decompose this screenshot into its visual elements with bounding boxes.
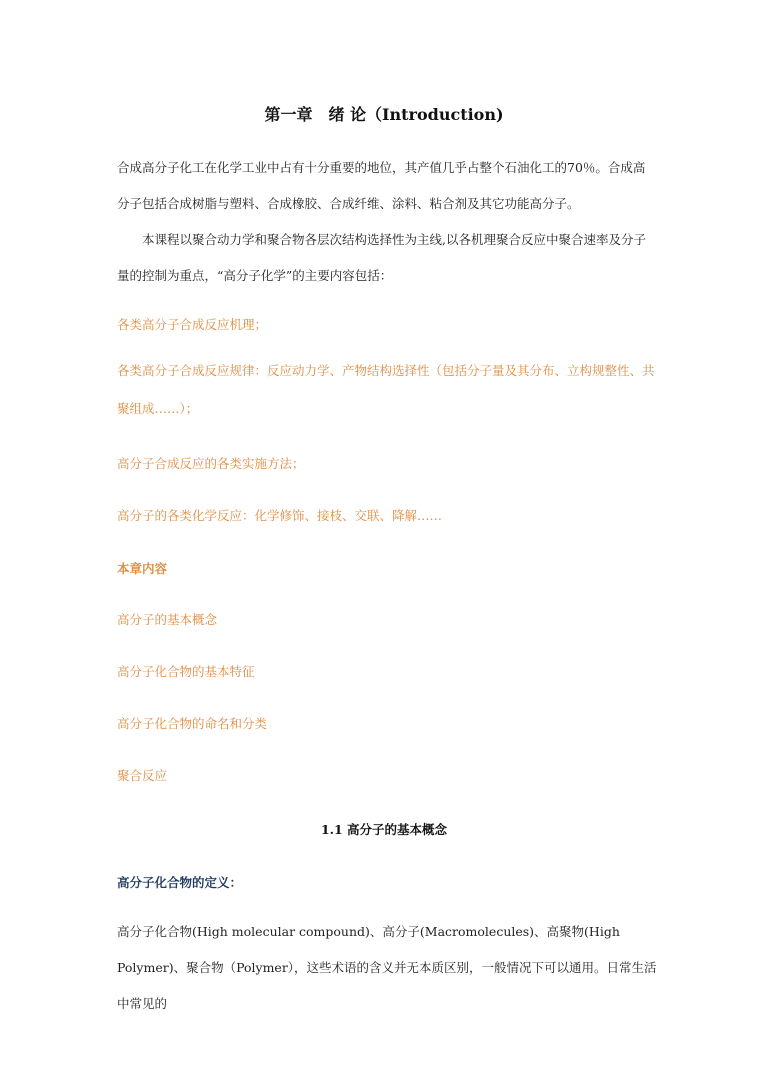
- chapter-title: 第一章 绪 论（Introduction): [264, 105, 504, 124]
- content-item-3: 高分子合成反应的各类实施方法；: [117, 456, 305, 471]
- chapter-contents-item-4: 聚合反应: [117, 768, 168, 783]
- intro-paragraph-2: 本课程以聚合动力学和聚合物各层次结构选择性为主线,以各机理聚合反应中聚合速率及分子量的控制为重点，“高分子化学”的主要内容包括：: [117, 232, 646, 283]
- definition-paragraph: 高分子化合物(High molecular compound)、高分子(Macromolecules)、高聚物(High Polymer)、聚合物（Polymer），这些术语的含义并无本质区别，一般情况下可以通用。日常生活中常见的: [117, 924, 657, 1011]
- chapter-contents-heading: 本章内容: [117, 561, 168, 576]
- chapter-contents-item-3: 高分子化合物的命名和分类: [117, 716, 268, 731]
- chapter-contents-item-2: 高分子化合物的基本特征: [117, 664, 255, 679]
- content-item-2: 各类高分子合成反应规律：反应动力学、产物结构选择性（包括分子量及其分布、立构规整性、共聚组成……）；: [117, 363, 655, 416]
- section-title: 1.1 高分子的基本概念: [320, 822, 448, 837]
- content-item-1: 各类高分子合成反应机理；: [117, 317, 268, 332]
- chapter-contents-item-1: 高分子的基本概念: [117, 612, 218, 627]
- intro-paragraph-1: 合成高分子化工在化学工业中占有十分重要的地位，其产值几乎占整个石油化工的70％。合成高分子包括合成树脂与塑料、合成橡胶、合成纤维、涂料、粘合剂及其它功能高分子。: [117, 160, 646, 211]
- definition-heading: 高分子化合物的定义：: [117, 875, 243, 890]
- content-item-4: 高分子的各类化学反应：化学修饰、接枝、交联、降解……: [117, 508, 443, 523]
